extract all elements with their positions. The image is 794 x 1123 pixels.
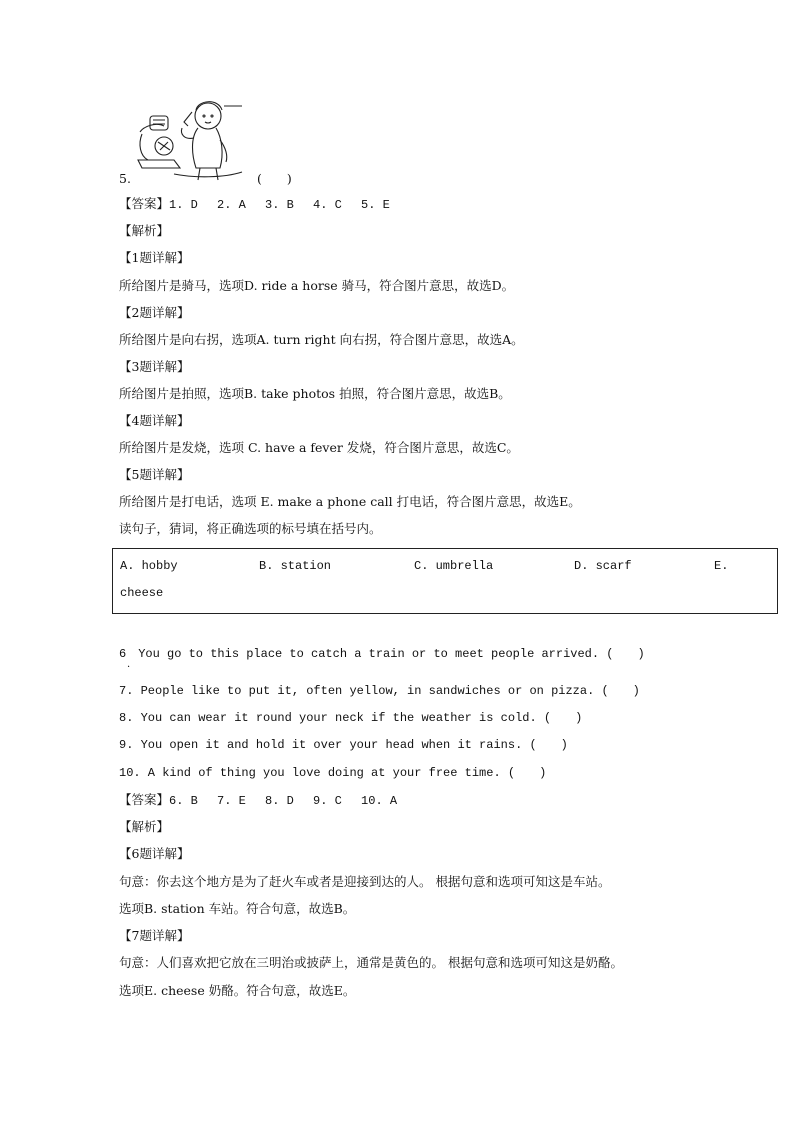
option-e-letter: E.	[714, 559, 729, 573]
detail-3-body: 所给图片是拍照，选项B. take photos 拍照，符合图片意思，故选B。	[119, 386, 511, 401]
answer-text: 6. B 7. E 8. D 9. C 10. A	[169, 794, 398, 808]
detail-4-heading: 【4题详解】	[119, 413, 190, 428]
detail-2-heading: 【2题详解】	[119, 305, 190, 320]
question-9: 9. You open it and hold it over your head when it rains. ( )	[119, 738, 568, 752]
question-8: 8. You can wear it round your neck if the weather is cold. ( )	[119, 711, 583, 725]
detail-5-body: 所给图片是打电话，选项 E. make a phone call 打电话，符合图片意思，故选E。	[119, 494, 581, 509]
option-c: C. umbrella	[414, 559, 494, 573]
question-7: 7. People like to put it, often yellow, in sandwiches or on pizza. ( )	[119, 684, 640, 698]
person-on-phone-illustration	[134, 98, 244, 182]
option-b: B. station	[259, 559, 332, 573]
question-10: 10. A kind of thing you love doing at your free time. ( )	[119, 766, 547, 780]
detail-7-body: 句意：人们喜欢把它放在三明治或披萨上，通常是黄色的。 根据句意和选项可知这是奶酪。	[119, 955, 623, 970]
answer-text: 1. D 2. A 3. B 4. C 5. E	[169, 198, 390, 212]
instruction: 读句子，猜词，将正确选项的标号填在括号内。	[119, 521, 382, 536]
answer-line-2	[119, 792, 397, 809]
detail-6-body: 句意：你去这个地方是为了赶火车或者是迎接到达的人。 根据句意和选项可知这是车站。	[119, 874, 611, 889]
answer-label: 【答案】	[119, 792, 170, 807]
option-d: D. scarf	[574, 559, 632, 573]
options-box	[112, 548, 778, 614]
detail-6-heading: 【6题详解】	[119, 846, 190, 861]
detail-1-heading: 【1题详解】	[119, 250, 190, 265]
detail-4-body: 所给图片是发烧，选项 C. have a fever 发烧，符合图片意思，故选C。	[119, 440, 519, 455]
answer-line-1	[119, 196, 390, 213]
detail-6-body-2: 选项B. station 车站。符合句意，故选B。	[119, 901, 356, 916]
option-e-word: cheese	[120, 586, 164, 600]
question-6-dot: ·	[127, 662, 131, 673]
question-5-number: 5.	[119, 171, 131, 186]
question-5-bracket: ( )	[257, 171, 292, 186]
analysis-heading-2: 【解析】	[119, 819, 170, 834]
detail-2-body: 所给图片是向右拐，选项A. turn right 向右拐，符合图片意思，故选A。	[119, 332, 524, 347]
detail-3-heading: 【3题详解】	[119, 359, 190, 374]
detail-7-body-2: 选项E. cheese 奶酪。符合句意，故选E。	[119, 983, 356, 998]
detail-1-body: 所给图片是骑马，选项D. ride a horse 骑马，符合图片意思，故选D。	[119, 278, 515, 293]
detail-5-heading: 【5题详解】	[119, 467, 190, 482]
answer-label: 【答案】	[119, 196, 170, 211]
question-6: 6 You go to this place to catch a train or to meet people arrived. ( )	[119, 647, 645, 661]
detail-7-heading: 【7题详解】	[119, 928, 190, 943]
analysis-heading-1: 【解析】	[119, 223, 170, 238]
option-a: A. hobby	[120, 559, 178, 573]
